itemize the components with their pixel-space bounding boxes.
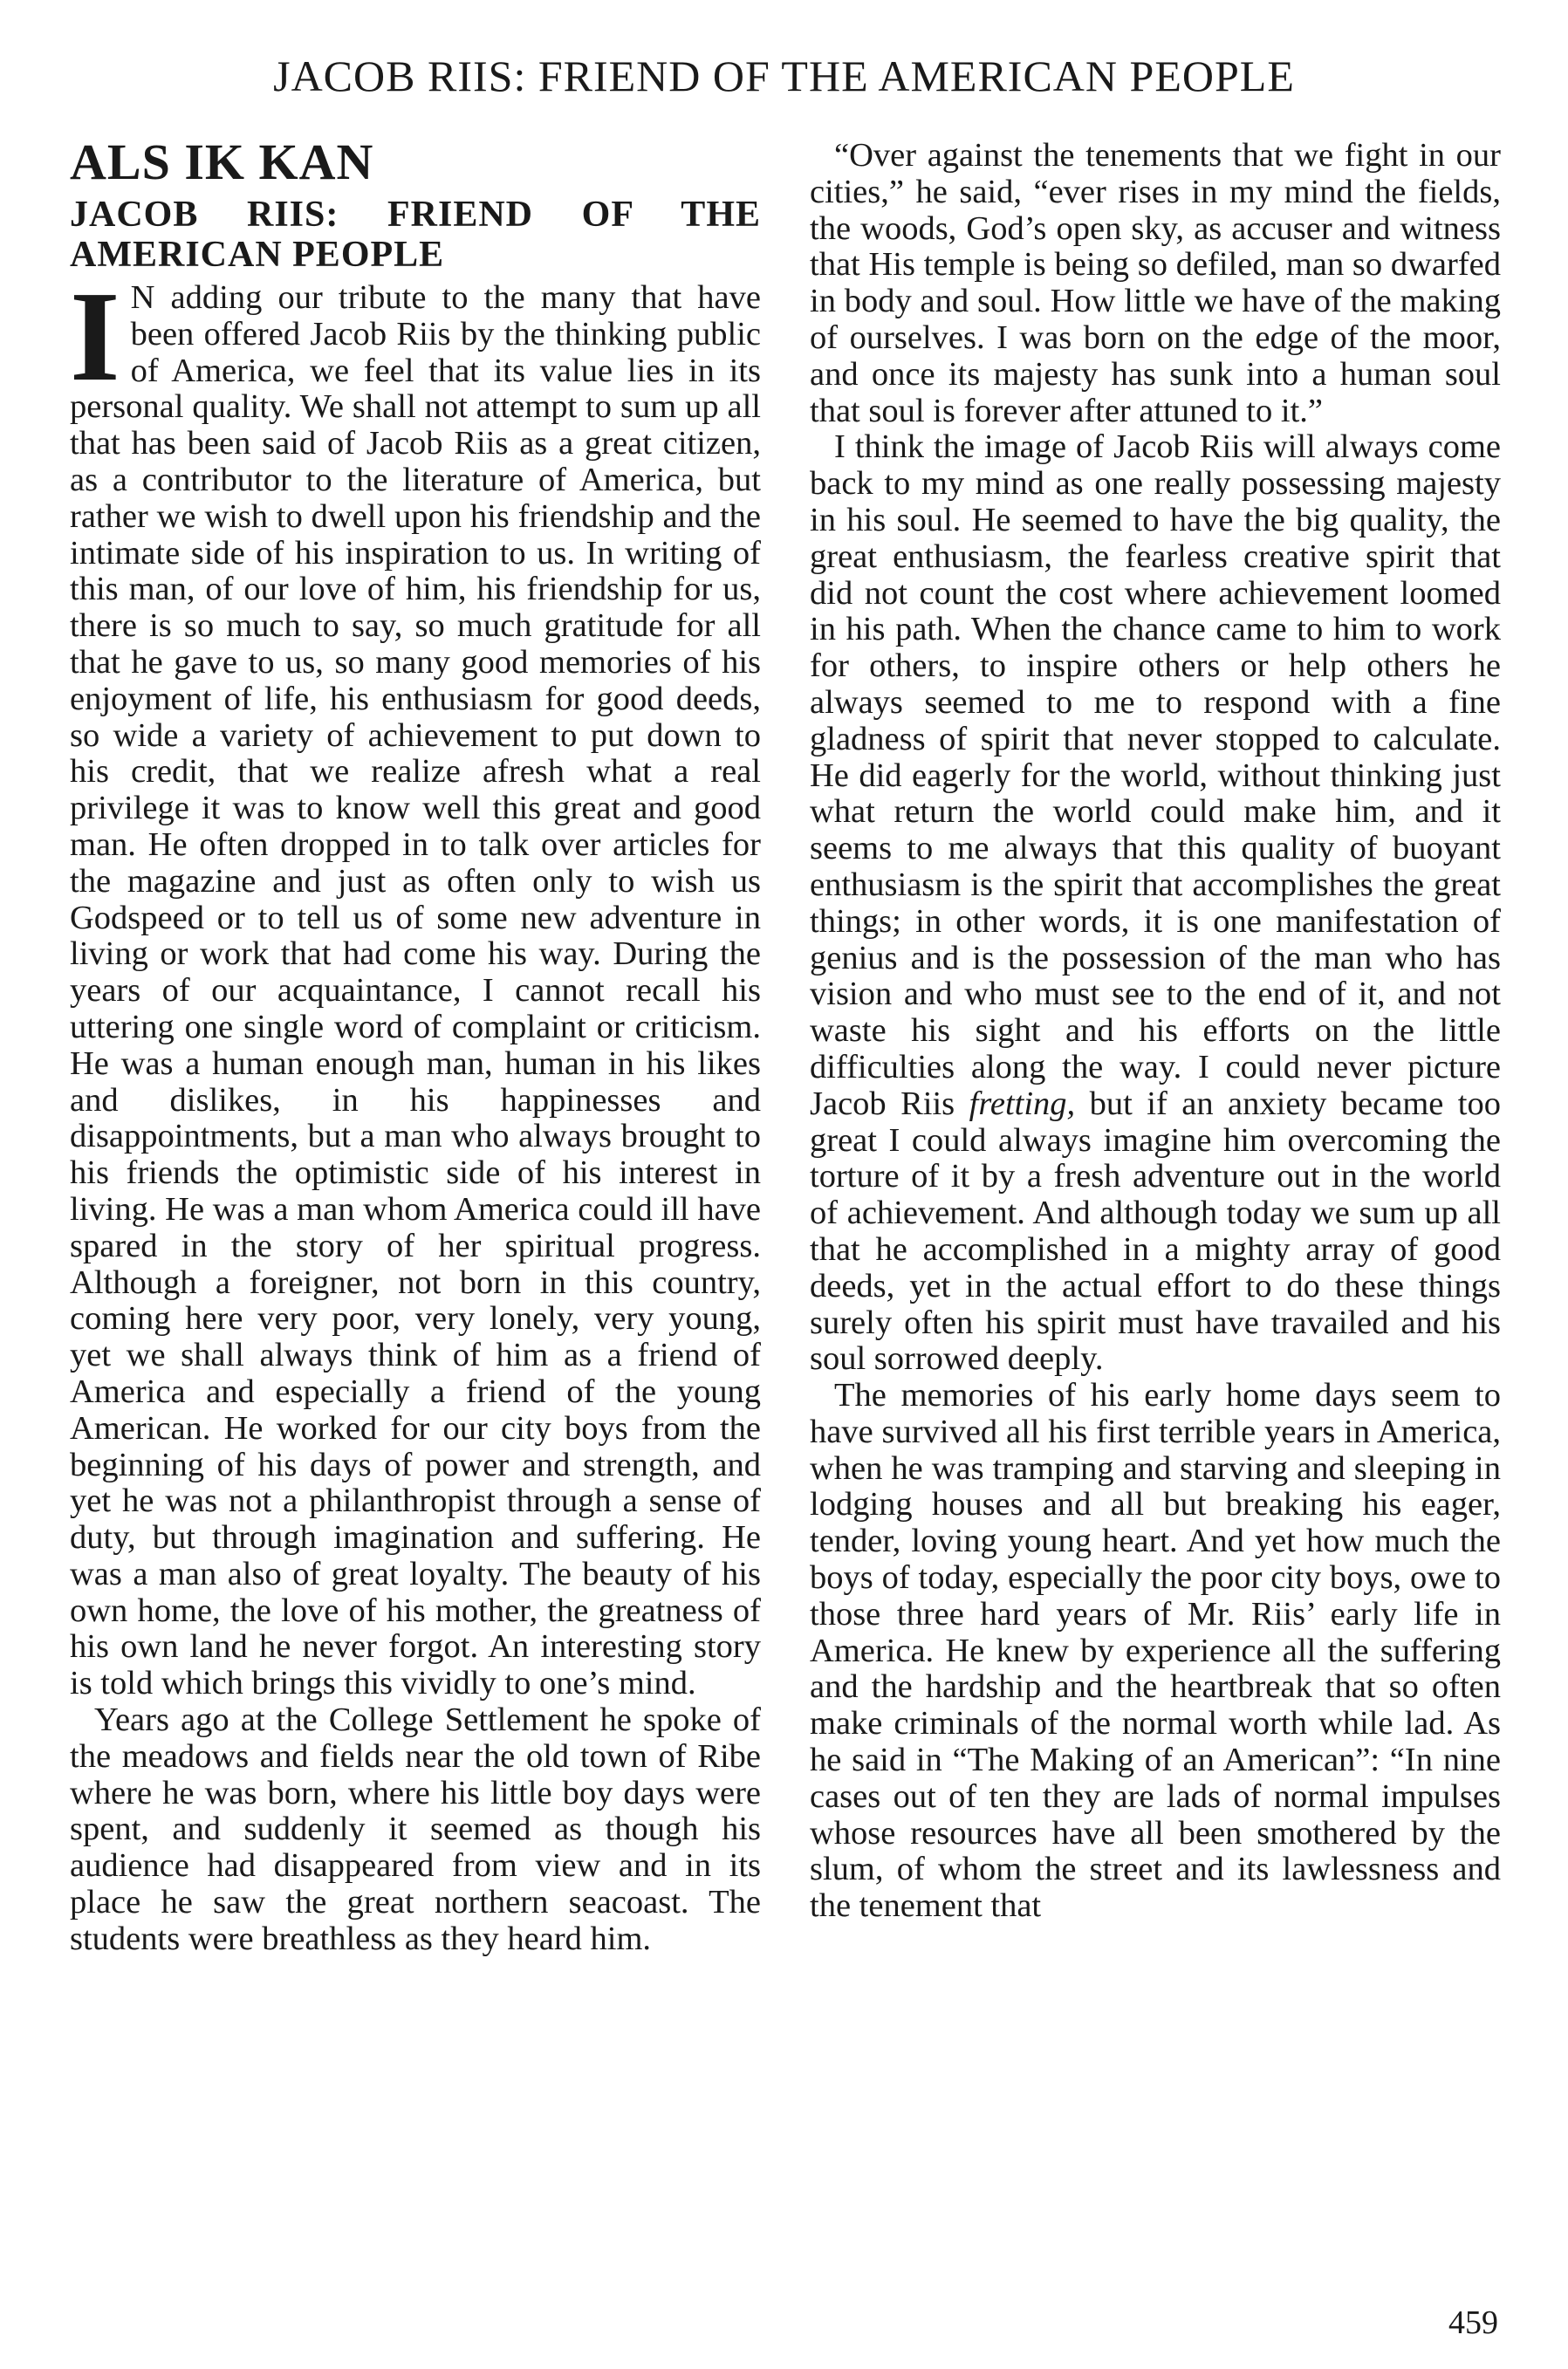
body-paragraph: The memories of his early home days seem to have survived all his first terrible years in America, when he was tramping and starving and sleeping in lodging houses and all but breaking his eager, tender, loving young heart. And yet how much the boys of today, especially the poor city boys, owe to those three hard years of Mr. Riis’ early life in America. He knew by experience all the suffering and the hardship and the heartbreak that so often make criminals of the normal worth while lad. As he said in “The Making of an American”: “In nine cases out of ten they are lads of normal impulses whose resources have all been smothered by the slum, of whom the street and its lawlessness and the tenement that: [810, 1377, 1501, 1925]
article-title: JACOB RIIS: FRIEND OF THE AMERICAN PEOPLE: [70, 195, 761, 275]
running-head: JACOB RIIS: FRIEND OF THE AMERICAN PEOPLE: [273, 51, 1295, 100]
page-number: 459: [1448, 2304, 1498, 2341]
drop-cap: I: [70, 265, 120, 408]
body-text: I think the image of Jacob Riis will always come back to my mind as one really possessing majesty in his soul. He seemed to have the big quality, the great enthusiasm, the fearless creative spirit that did not count the cost where achievement loomed in his path. When the chance came to him to work for others, to inspire others or help others he always seemed to me to respond with a fine gladness of spirit that never stopped to calculate. He did eagerly for the world, without thinking just what return the world could make him, and it seems to me always that this quality of buoyant enthusiasm is the spirit that accomplishes the great things; in other words, it is one manifestation of genius and is the possession of the man who has vision and who must see to the end of it, and not waste his sight and his efforts on the little difficulties along the way. I could never picture Jacob Riis: [810, 428, 1501, 1122]
italic-word: fretting,: [969, 1085, 1076, 1122]
department-heading: ALS IK KAN: [70, 134, 374, 190]
body-paragraph: Years ago at the College Settlement he spoke of the meadows and fields near the old town of Ribe where he was born, where his little boy days were spent, and suddenly it seemed as though his audience had disappeared from view and in its place he saw the great northern seacoast. The students were breathless as they heard him.: [70, 1701, 761, 1957]
opening-paragraph: [70, 265, 761, 1702]
body-text: but if an anxiety became too great I could always imagine him overcoming the torture of it by a fresh adventure out in the world of achievement. And although today we sum up all that he accomplished in a mighty array of good deeds, yet in the actual effort to do these things surely often his spirit must have travailed and his soul sorrowed deeply.: [810, 1085, 1502, 1378]
left-column: [70, 135, 761, 1958]
right-column: [810, 138, 1501, 1925]
quote-paragraph: “Over against the tenements that we fight in our cities,” he said, “ever rises in my mind the fields, the woods, God’s open sky, as accuser and witness that His temple is being so defiled, man so dwarfed in body and soul. How little we have of the making of ourselves. I was born on the edge of the moor, and once its majesty has sunk into a human soul that soul is forever after attuned to it.”: [810, 137, 1501, 429]
opening-paragraph-text: N adding our tribute to the many that have been offered Jacob Riis by the thinking public of America, we feel that its value lies in its personal quality. We shall not attempt to sum up all that has been said of Jacob Riis as a great citizen, as a contributor to the literature of America, but rather we wish to dwell upon his friendship and the intimate side of his inspiration to us. In writing of this man, of our love of him, his friendship for us, there is so much to say, so much gratitude for all that he gave to us, so many good memories of his enjoyment of life, his enthusiasm for good deeds, so wide a variety of achievement to put down to his credit, that we realize afresh what a real privilege it was to know well this great and good man. He often dropped in to talk over articles for the magazine and just as often only to wish us Godspeed or to tell us of some new adventure in living or work that had come his way. During the years of our acquaintance, I cannot recall his uttering one single word of complaint or criticism. He was a human enough man, human in his likes and dislikes, in his happinesses and disappointments, but a man who always brought to his friends the optimistic side of his interest in living. He was a man whom America could ill have spared in the story of her spiritual progress. Although a foreigner, not born in this country, coming here very poor, very lonely, very young, yet we shall always think of him as a friend of America and especially a friend of the young American. He worked for our city boys from the beginning of his days of power and strength, and yet he was not a philanthropist through a sense of duty, but through imagination and suffering. He was a man also of great loyalty. The beauty of his own home, the love of his mother, the greatness of his own land he never forgot. An interesting story is told which brings this vividly to one’s mind.: [70, 279, 761, 1702]
body-paragraph: [810, 429, 1501, 1378]
